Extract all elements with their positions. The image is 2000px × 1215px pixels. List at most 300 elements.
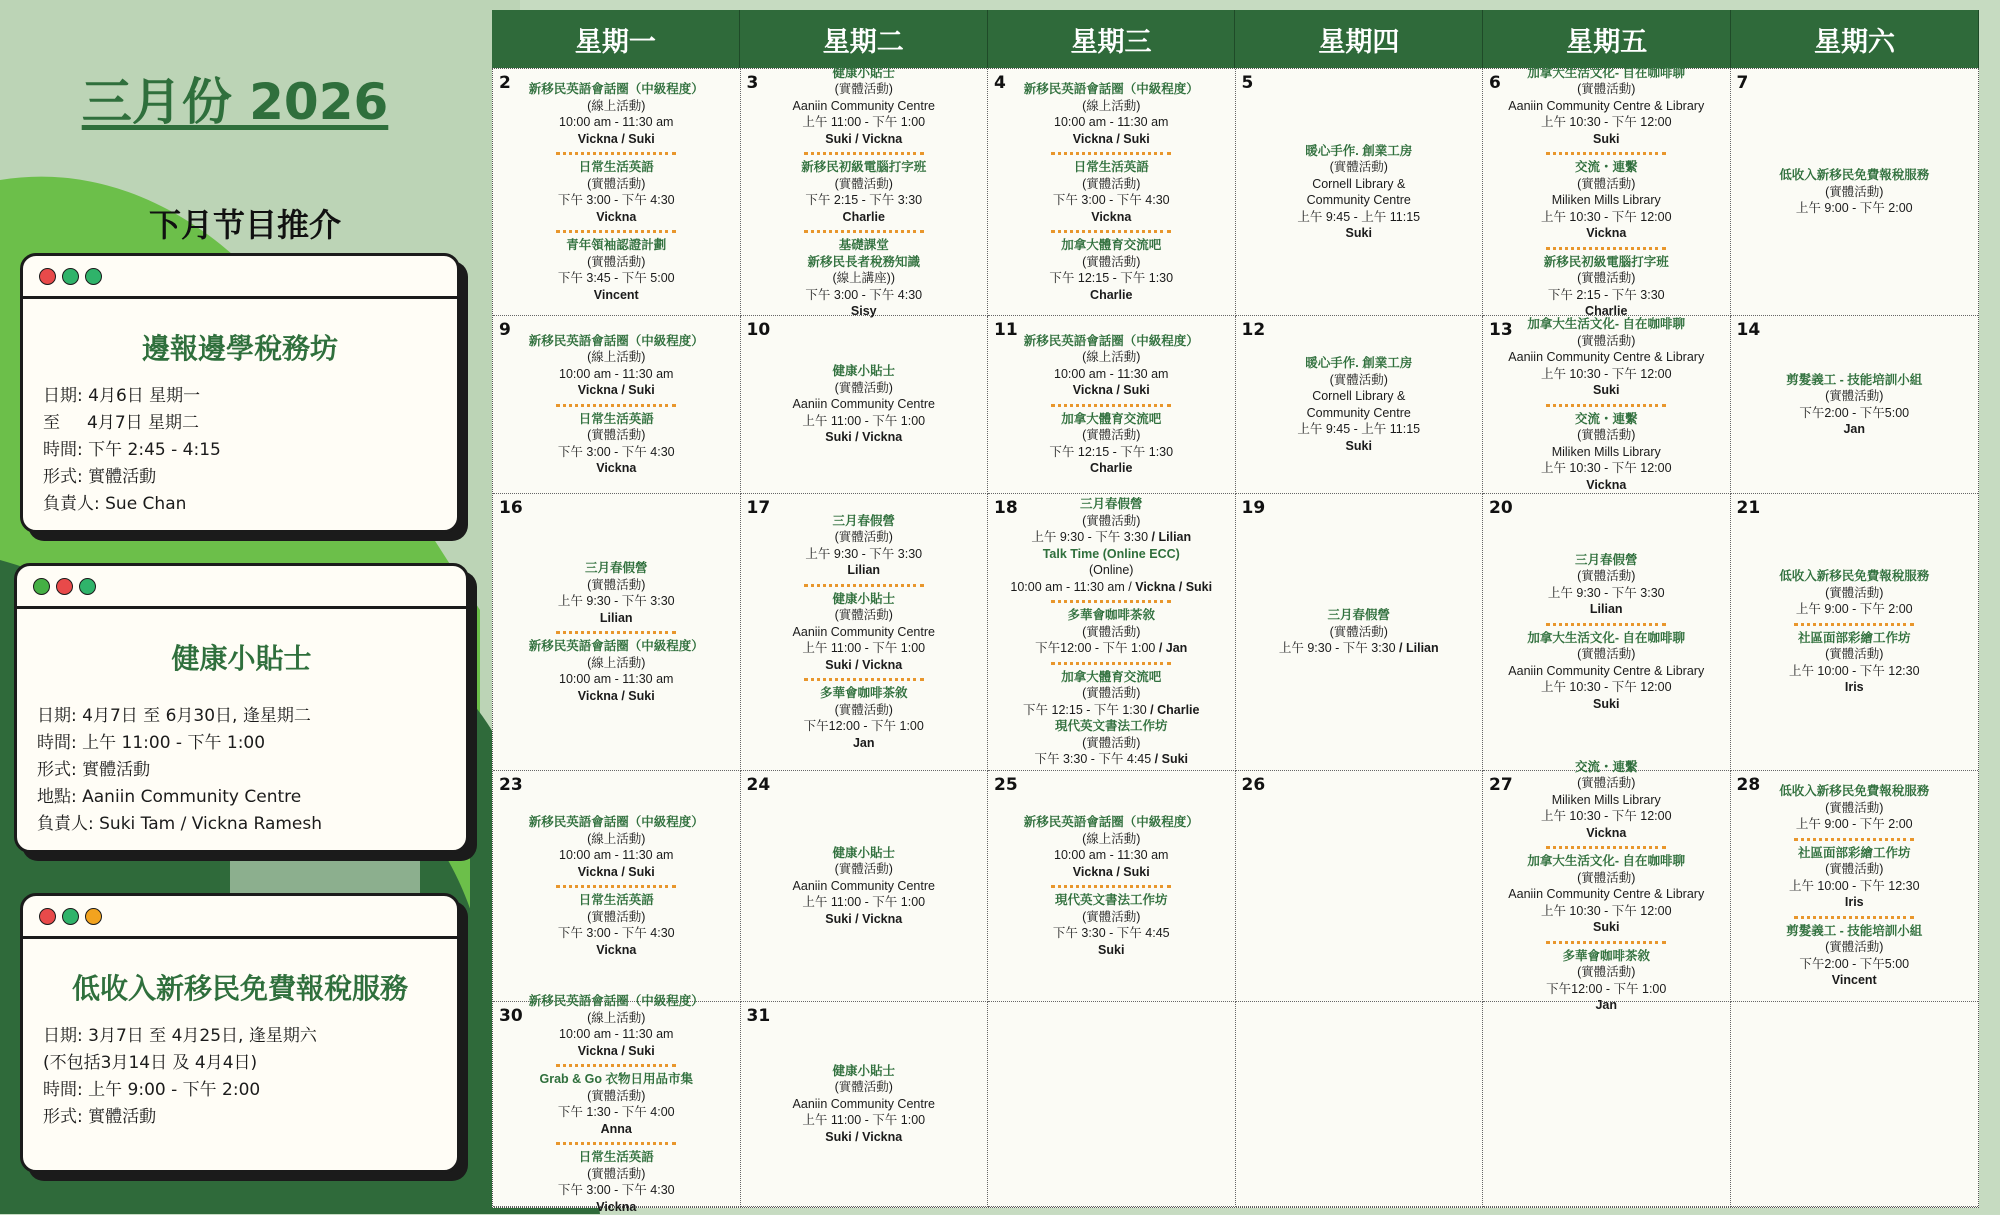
event-separator xyxy=(556,230,676,233)
event-detail: Aaniin Community Centre xyxy=(747,878,982,895)
event-detail: (實體活動) xyxy=(1489,270,1724,287)
event xyxy=(1489,254,1724,320)
event xyxy=(1737,845,1973,911)
event-person: Suki xyxy=(1242,225,1477,242)
event-title: 新移民初級電腦打字班 xyxy=(1489,254,1724,271)
event-detail: 下午 3:45 - 下午 5:00 xyxy=(499,270,734,287)
day-number: 20 xyxy=(1489,498,1513,518)
event-detail: (實體活動) xyxy=(1489,333,1724,350)
month-title: 三月份 2026 xyxy=(60,62,410,134)
event-title: 新移民英語會話圈（中級程度） xyxy=(994,81,1229,98)
day-number: 24 xyxy=(747,775,771,795)
event-separator xyxy=(1794,623,1914,626)
event-person: Suki xyxy=(1489,919,1724,936)
event-detail: (實體活動) xyxy=(747,380,982,397)
day-number: 5 xyxy=(1242,73,1254,93)
event-title: 健康小貼士 xyxy=(747,65,982,82)
event xyxy=(994,496,1229,546)
promo-details: 日期: 3月7日 至 4月25日, 逢星期六 (不包括3月14日 及 4月4日) 時間: 上午 9:00 - 下午 2:00 形式: 實體活動 xyxy=(23,1023,457,1131)
event-title: 新移民英語會話圈（中級程度） xyxy=(499,638,734,655)
event-person: Vickna / Suki xyxy=(499,1043,734,1060)
day-cell xyxy=(741,316,989,494)
event-detail: 下午2:00 - 下午5:00 xyxy=(1737,956,1973,973)
weekday-header xyxy=(492,10,1979,68)
event-detail: Aaniin Community Centre xyxy=(747,624,982,641)
day-cell xyxy=(1483,771,1731,1002)
event-person: / Jan xyxy=(1159,641,1188,655)
event-title: 基礎課堂 xyxy=(747,237,982,254)
event xyxy=(747,159,982,225)
event-person: Charlie xyxy=(994,287,1229,304)
event-title: 社區面部彩繪工作坊 xyxy=(1737,845,1973,862)
event-title: 加拿大生活文化- 自在咖啡聊 xyxy=(1489,65,1724,82)
day-cell xyxy=(493,69,741,316)
event-time: 上午 9:30 - 下午 3:30 xyxy=(1031,530,1151,544)
event xyxy=(499,993,734,1059)
event-detail: Aaniin Community Centre & Library xyxy=(1489,349,1724,366)
event-separator xyxy=(1546,941,1666,944)
promo-title: 低收入新移民免費報稅服務 xyxy=(23,967,457,1007)
event-person: Vickna xyxy=(499,1199,734,1215)
event xyxy=(499,411,734,477)
event-detail: (實體活動) xyxy=(994,513,1229,530)
event-person: Sisy xyxy=(747,303,982,320)
weekday-label: 星期四 xyxy=(1235,10,1483,68)
event-person: Vincent xyxy=(499,287,734,304)
event-title: 剪髮義工 - 技能培訓小組 xyxy=(1737,923,1973,940)
event-detail: (實體活動) xyxy=(1737,388,1973,405)
event xyxy=(994,333,1229,399)
event-detail: (實體活動) xyxy=(499,254,734,271)
event-person: Suki xyxy=(1489,696,1724,713)
day-number: 9 xyxy=(499,320,511,340)
window-dot-icon xyxy=(85,268,102,285)
event-time-person xyxy=(994,702,1229,719)
event-detail: (實體活動) xyxy=(499,176,734,193)
event-separator xyxy=(1051,152,1171,155)
event-title: 交流・連繫 xyxy=(1489,759,1724,776)
event-detail: Aaniin Community Centre xyxy=(747,1096,982,1113)
event xyxy=(499,560,734,626)
day-number: 10 xyxy=(747,320,771,340)
event-title: 交流・連繫 xyxy=(1489,159,1724,176)
event-detail: (線上活動) xyxy=(994,831,1229,848)
event-person: Vickna / Suki xyxy=(499,382,734,399)
event xyxy=(994,159,1229,225)
event-detail: 下午 3:00 - 下午 4:30 xyxy=(747,287,982,304)
event xyxy=(499,333,734,399)
day-cell xyxy=(988,494,1236,771)
event-separator xyxy=(804,584,924,587)
event-separator xyxy=(804,152,924,155)
event-detail: (線上活動) xyxy=(994,349,1229,366)
day-number: 6 xyxy=(1489,73,1501,93)
event xyxy=(1489,552,1724,618)
event-detail: 上午 9:00 - 下午 2:00 xyxy=(1737,601,1973,618)
window-dot-icon xyxy=(79,578,96,595)
day-cell xyxy=(988,771,1236,1002)
weekday-label: 星期五 xyxy=(1483,10,1731,68)
day-number: 27 xyxy=(1489,775,1513,795)
day-number: 13 xyxy=(1489,320,1513,340)
event-person: Charlie xyxy=(994,460,1229,477)
event xyxy=(1489,853,1724,936)
event-detail: 上午 10:30 - 下午 12:00 xyxy=(1489,114,1724,131)
event-detail: (實體活動) xyxy=(1242,624,1477,641)
event-detail: 下午 2:15 - 下午 3:30 xyxy=(1489,287,1724,304)
event-separator xyxy=(1546,152,1666,155)
event-detail: 下午 12:15 - 下午 1:30 xyxy=(994,444,1229,461)
event-detail: 上午 9:00 - 下午 2:00 xyxy=(1737,816,1973,833)
event-detail: (實體活動) xyxy=(499,577,734,594)
event-detail: 10:00 am - 11:30 am xyxy=(994,847,1229,864)
event xyxy=(747,845,982,928)
event xyxy=(1489,316,1724,399)
event xyxy=(747,237,982,320)
day-cell xyxy=(1731,69,1979,316)
promo-title: 邊報邊學稅務坊 xyxy=(23,327,457,367)
event-time-person xyxy=(994,640,1229,657)
event-detail: (線上活動) xyxy=(499,98,734,115)
event-detail: 上午 10:30 - 下午 12:00 xyxy=(1489,366,1724,383)
event-detail: (實體活動) xyxy=(994,176,1229,193)
event-separator xyxy=(1546,404,1666,407)
event-detail: 下午 1:30 - 下午 4:00 xyxy=(499,1104,734,1121)
event-title: 新移民英語會話圈（中級程度） xyxy=(499,81,734,98)
event-detail: Miliken Mills Library xyxy=(1489,792,1724,809)
event-detail: (線上活動) xyxy=(499,655,734,672)
event-detail: (實體活動) xyxy=(994,254,1229,271)
day-cell xyxy=(493,494,741,771)
event-person: / Lilian xyxy=(1399,641,1439,655)
calendar-grid xyxy=(492,68,1979,1208)
event-detail: (線上活動) xyxy=(994,98,1229,115)
next-month-title: 下月节目推介 xyxy=(100,200,390,246)
day-cell xyxy=(1236,771,1484,1002)
day-number: 28 xyxy=(1737,775,1761,795)
day-number: 18 xyxy=(994,498,1018,518)
event-time: 下午 3:30 - 下午 4:45 xyxy=(1034,752,1154,766)
event-time: 下午12:00 - 下午 1:00 xyxy=(1035,641,1159,655)
promo-card xyxy=(14,563,469,853)
event-detail: Aaniin Community Centre xyxy=(747,98,982,115)
event xyxy=(1737,167,1973,217)
event-title: 日常生活英語 xyxy=(499,1149,734,1166)
event xyxy=(994,237,1229,303)
event-person: Jan xyxy=(1737,421,1973,438)
event-detail: (實體活動) xyxy=(499,427,734,444)
event xyxy=(747,685,982,751)
event-detail: 下午12:00 - 下午 1:00 xyxy=(1489,981,1724,998)
event-person: / Lilian xyxy=(1152,530,1192,544)
day-number: 4 xyxy=(994,73,1006,93)
event-person: Vickna / Suki xyxy=(499,131,734,148)
day-cell xyxy=(1731,771,1979,1002)
event-person: Vickna / Suki xyxy=(994,382,1229,399)
event-detail: 10:00 am - 11:30 am xyxy=(499,114,734,131)
event xyxy=(994,546,1229,596)
event-person: Jan xyxy=(1489,997,1724,1014)
event xyxy=(994,669,1229,719)
event-title: 新移民英語會話圈（中級程度） xyxy=(499,814,734,831)
event-title: 低收入新移民免費報稅服務 xyxy=(1737,568,1973,585)
event-detail: 上午 9:30 - 下午 3:30 xyxy=(747,546,982,563)
event-separator xyxy=(1546,846,1666,849)
event-separator xyxy=(556,1142,676,1145)
event-person: Vickna / Suki xyxy=(994,131,1229,148)
event xyxy=(1489,759,1724,842)
event-detail: (線上活動) xyxy=(499,349,734,366)
event-detail: 下午 3:00 - 下午 4:30 xyxy=(499,925,734,942)
event-person: Lilian xyxy=(499,610,734,627)
event-detail: 10:00 am - 11:30 am xyxy=(499,671,734,688)
event-person: Vickna / Suki xyxy=(994,864,1229,881)
event-title: 新移民英語會話圈（中級程度） xyxy=(499,993,734,1010)
event-detail: (Online) xyxy=(994,562,1229,579)
event-detail: 下午 3:00 - 下午 4:30 xyxy=(499,1182,734,1199)
event-person: / Suki xyxy=(1155,752,1188,766)
event xyxy=(499,81,734,147)
event-person: Suki / Vickna xyxy=(747,657,982,674)
day-number: 25 xyxy=(994,775,1018,795)
event-title: 日常生活英語 xyxy=(499,892,734,909)
window-dot-icon xyxy=(62,268,79,285)
event-person: Vickna xyxy=(1489,825,1724,842)
day-number: 11 xyxy=(994,320,1018,340)
event-detail: 上午 9:30 - 下午 3:30 xyxy=(1489,585,1724,602)
event xyxy=(747,1063,982,1146)
event xyxy=(994,411,1229,477)
event-person: Vickna xyxy=(994,209,1229,226)
event xyxy=(747,591,982,674)
event-detail: (實體活動) xyxy=(1489,427,1724,444)
event-person: Vickna xyxy=(1489,477,1724,494)
day-number: 19 xyxy=(1242,498,1266,518)
event-detail: (實體活動) xyxy=(747,529,982,546)
event-detail: 下午12:00 - 下午 1:00 xyxy=(747,718,982,735)
event xyxy=(499,1149,734,1215)
event-person: Vickna xyxy=(499,942,734,959)
event-detail: 10:00 am - 11:30 am xyxy=(994,114,1229,131)
event-title: 三月春假營 xyxy=(994,496,1229,513)
event-title: 加拿大生活文化- 自在咖啡聊 xyxy=(1489,630,1724,647)
event-title: 加拿大體育交流吧 xyxy=(994,411,1229,428)
event-detail: Community Centre xyxy=(1242,405,1477,422)
event-detail: 上午 11:00 - 下午 1:00 xyxy=(747,413,982,430)
event-title: 多華會咖啡茶敘 xyxy=(747,685,982,702)
event-title: 低收入新移民免費報稅服務 xyxy=(1737,783,1973,800)
event-detail: 下午 3:00 - 下午 4:30 xyxy=(499,192,734,209)
event-title: 交流・連繫 xyxy=(1489,411,1724,428)
event-title: 社區面部彩繪工作坊 xyxy=(1737,630,1973,647)
event-detail: Aaniin Community Centre xyxy=(747,396,982,413)
event-detail: Community Centre xyxy=(1242,192,1477,209)
day-number: 3 xyxy=(747,73,759,93)
event-title: 新移民英語會話圈（中級程度） xyxy=(994,814,1229,831)
day-cell xyxy=(741,494,989,771)
event-detail: Cornell Library & xyxy=(1242,176,1477,193)
day-cell xyxy=(1236,69,1484,316)
event-time-person xyxy=(994,529,1229,546)
event-person: Vickna xyxy=(499,209,734,226)
day-cell xyxy=(1483,316,1731,494)
event-title: 加拿大生活文化- 自在咖啡聊 xyxy=(1489,316,1724,333)
event-detail: (實體活動) xyxy=(1489,176,1724,193)
window-bar xyxy=(17,566,466,609)
event-detail: (實體活動) xyxy=(994,624,1229,641)
event-detail: 10:00 am - 11:30 am xyxy=(499,847,734,864)
window-dot-icon xyxy=(33,578,50,595)
event-person: Charlie xyxy=(1489,303,1724,320)
event-detail: Aaniin Community Centre & Library xyxy=(1489,886,1724,903)
day-cell xyxy=(988,316,1236,494)
event-detail: 下午 3:00 - 下午 4:30 xyxy=(499,444,734,461)
day-number: 30 xyxy=(499,1006,523,1026)
event-title: 剪髮義工 - 技能培訓小組 xyxy=(1737,372,1973,389)
event-detail: 上午 10:00 - 下午 12:30 xyxy=(1737,663,1973,680)
event-detail: 10:00 am - 11:30 am xyxy=(994,366,1229,383)
event-title: 三月春假營 xyxy=(499,560,734,577)
event-separator xyxy=(556,404,676,407)
event-detail: (實體活動) xyxy=(994,427,1229,444)
day-cell xyxy=(1236,1002,1484,1207)
event-title: 低收入新移民免費報稅服務 xyxy=(1737,167,1973,184)
event-detail: 上午 11:00 - 下午 1:00 xyxy=(747,894,982,911)
event xyxy=(1737,783,1973,833)
event-detail: (實體活動) xyxy=(747,1079,982,1096)
event-separator xyxy=(556,631,676,634)
day-cell xyxy=(493,1002,741,1207)
event-detail: Aaniin Community Centre & Library xyxy=(1489,663,1724,680)
day-cell xyxy=(1731,1002,1979,1207)
event-separator xyxy=(1051,600,1171,603)
event-detail: (實體活動) xyxy=(499,1088,734,1105)
event-separator xyxy=(1546,247,1666,250)
day-number: 31 xyxy=(747,1006,771,1026)
event-detail: 上午 10:30 - 下午 12:00 xyxy=(1489,808,1724,825)
event xyxy=(1737,923,1973,989)
event-person: Suki xyxy=(1242,438,1477,455)
weekday-label: 星期二 xyxy=(740,10,988,68)
event-detail: (實體活動) xyxy=(747,861,982,878)
window-dot-icon xyxy=(39,268,56,285)
event xyxy=(1242,143,1477,242)
event-detail: (實體活動) xyxy=(1242,372,1477,389)
day-number: 17 xyxy=(747,498,771,518)
event-time: 上午 9:30 - 下午 3:30 xyxy=(1279,641,1399,655)
event-detail: 上午 9:00 - 下午 2:00 xyxy=(1737,200,1973,217)
event-detail: (線上講座)) xyxy=(747,270,982,287)
event-person: Suki / Vickna xyxy=(747,911,982,928)
event-detail: (實體活動) xyxy=(747,702,982,719)
event-title: 青年領袖認證計劃 xyxy=(499,237,734,254)
event-person: Anna xyxy=(499,1121,734,1138)
event-person: Vickna / Suki xyxy=(1135,580,1212,594)
event-detail: 下午 3:00 - 下午 4:30 xyxy=(994,192,1229,209)
event xyxy=(1489,65,1724,148)
window-bar xyxy=(23,896,457,939)
event-title: 暖心手作. 創業工房 xyxy=(1242,355,1477,372)
day-cell xyxy=(1236,494,1484,771)
event-title: 健康小貼士 xyxy=(747,1063,982,1080)
event-person: Suki xyxy=(1489,382,1724,399)
event-time-person xyxy=(1242,640,1477,657)
window-bar xyxy=(23,256,457,299)
event-title: 加拿大體育交流吧 xyxy=(994,669,1229,686)
event-separator xyxy=(804,230,924,233)
event xyxy=(499,237,734,303)
event xyxy=(499,1071,734,1137)
event-detail: 上午 10:00 - 下午 12:30 xyxy=(1737,878,1973,895)
event xyxy=(499,814,734,880)
event-detail: (實體活動) xyxy=(1489,870,1724,887)
event-title: 日常生活英語 xyxy=(499,159,734,176)
event xyxy=(1489,159,1724,242)
event-title: 健康小貼士 xyxy=(747,845,982,862)
event-detail: (實體活動) xyxy=(1737,861,1973,878)
event-detail: 上午 9:45 - 上午 11:15 xyxy=(1242,209,1477,226)
event xyxy=(747,363,982,446)
event-detail: 上午 10:30 - 下午 12:00 xyxy=(1489,903,1724,920)
event-detail: 10:00 am - 11:30 am xyxy=(499,366,734,383)
event-title: Grab & Go 衣物日用品市集 xyxy=(499,1071,734,1088)
event-title: 三月春假營 xyxy=(747,513,982,530)
event-detail: 上午 11:00 - 下午 1:00 xyxy=(747,114,982,131)
event-title: 健康小貼士 xyxy=(747,363,982,380)
event-title: 新移民英語會話圈（中級程度） xyxy=(499,333,734,350)
day-cell xyxy=(1731,316,1979,494)
event-detail: 上午 10:30 - 下午 12:00 xyxy=(1489,460,1724,477)
event-separator xyxy=(1051,885,1171,888)
event-detail: (實體活動) xyxy=(1737,800,1973,817)
event-detail: Aaniin Community Centre & Library xyxy=(1489,98,1724,115)
event-detail: (實體活動) xyxy=(747,176,982,193)
event-separator xyxy=(1794,916,1914,919)
day-cell xyxy=(741,1002,989,1207)
event-person: Iris xyxy=(1737,679,1973,696)
event xyxy=(1737,372,1973,438)
event-detail: (實體活動) xyxy=(1489,775,1724,792)
event-person: Vincent xyxy=(1737,972,1973,989)
event-detail: 10:00 am - 11:30 am xyxy=(499,1026,734,1043)
event-time: 下午 12:15 - 下午 1:30 xyxy=(1023,703,1150,717)
event xyxy=(1737,630,1973,696)
event-detail: (線上活動) xyxy=(499,831,734,848)
event-detail: 上午 10:30 - 下午 12:00 xyxy=(1489,679,1724,696)
event-title: 現代英文書法工作坊 xyxy=(994,892,1229,909)
promo-title: 健康小貼士 xyxy=(17,637,466,677)
event-separator xyxy=(556,1064,676,1067)
day-number: 12 xyxy=(1242,320,1266,340)
event-person: Suki / Vickna xyxy=(747,1129,982,1146)
event-detail: 下午 3:30 - 下午 4:45 xyxy=(994,925,1229,942)
event-detail: 下午 12:15 - 下午 1:30 xyxy=(994,270,1229,287)
event-title: 新移民英語會話圈（中級程度） xyxy=(994,333,1229,350)
event-title: Talk Time (Online ECC) xyxy=(994,546,1229,563)
event-detail: (實體活動) xyxy=(1489,646,1724,663)
day-number: 7 xyxy=(1737,73,1749,93)
event xyxy=(994,814,1229,880)
event-detail: (實體活動) xyxy=(499,1166,734,1183)
promo-card xyxy=(20,253,460,533)
event-detail: 上午 10:30 - 下午 12:00 xyxy=(1489,209,1724,226)
event-detail: Cornell Library & xyxy=(1242,388,1477,405)
day-cell xyxy=(1483,69,1731,316)
event-person: Vickna / Suki xyxy=(499,864,734,881)
event-detail: (實體活動) xyxy=(1737,585,1973,602)
event-title: 日常生活英語 xyxy=(499,411,734,428)
event-person: Lilian xyxy=(747,562,982,579)
